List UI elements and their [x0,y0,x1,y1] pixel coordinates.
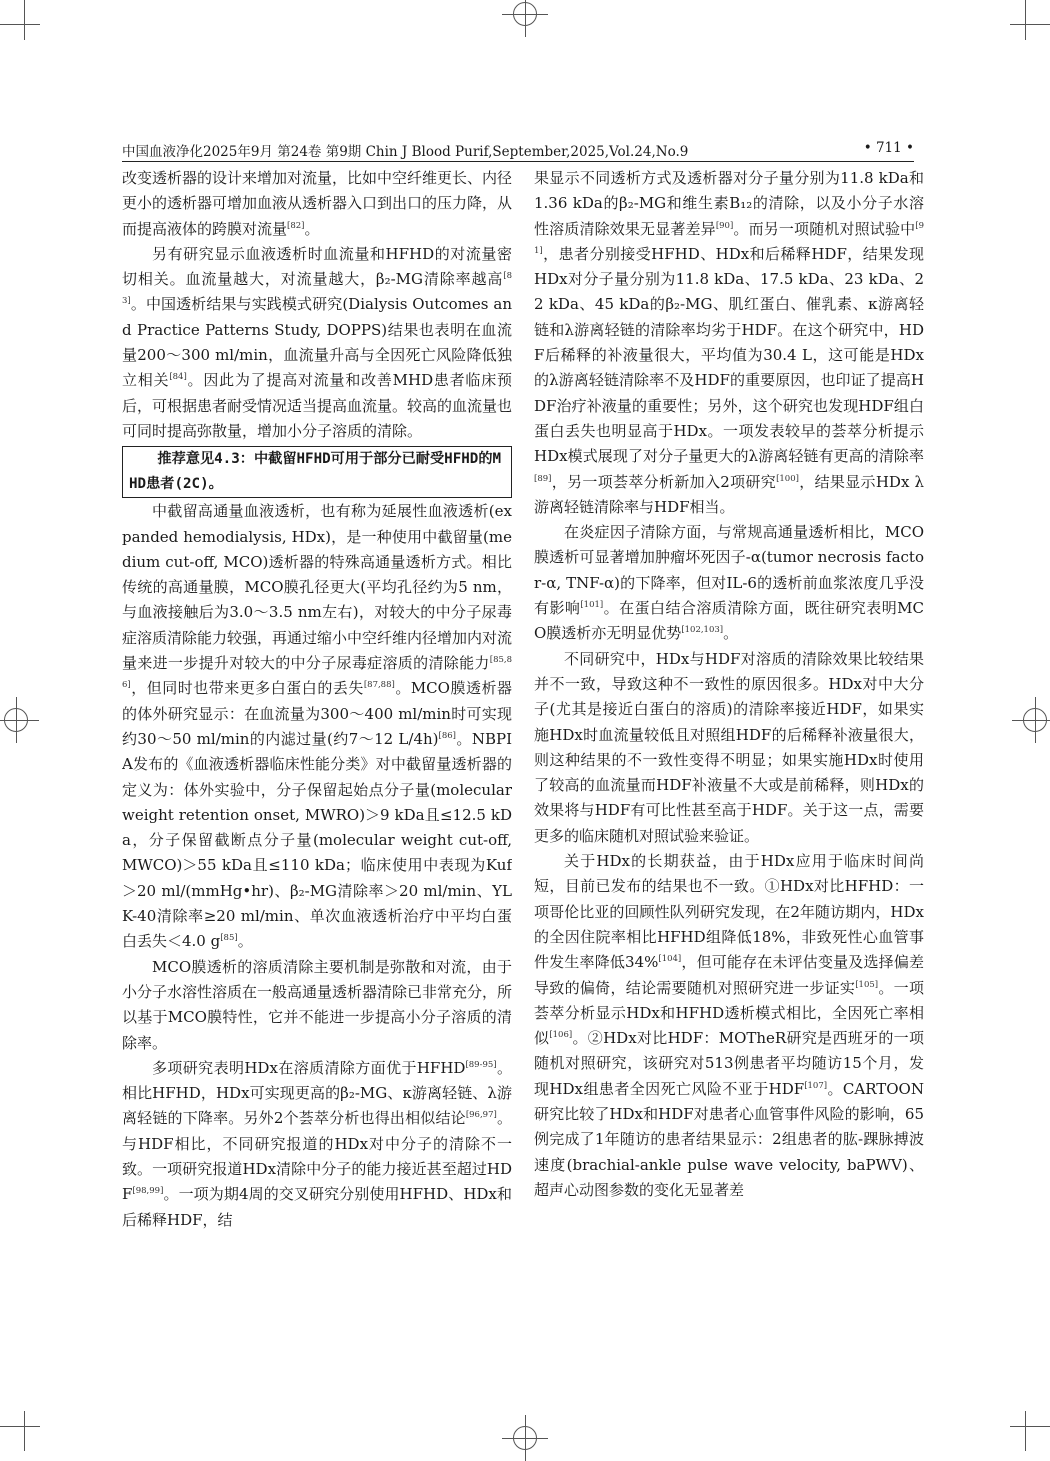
crop-mark [1025,0,1026,40]
citation[interactable]: [98,99] [132,1186,164,1197]
citation[interactable]: [105] [855,979,879,990]
crop-mark [0,1426,40,1427]
citation[interactable]: [82] [287,220,305,231]
citation[interactable]: [102,103] [681,625,724,636]
crop-mark [0,24,40,25]
registration-mark [513,1426,537,1450]
paragraph: 在炎症因子清除方面，与常规高通量透析相比，MCO膜透析可显著增加肿瘤坏死因子-α(tumor necrosis factor-α, TNF-α)的下降率，但对IL-6的透析前血浆浓度几乎没有影响[101]。在蛋白结合溶质清除方面，既往研究表明MCO膜透析亦无明显优势[102,103]。 [534,523,924,643]
citation[interactable]: [84] [169,372,187,383]
citation[interactable]: [85,86] [122,655,512,691]
citation[interactable]: [89-95] [465,1059,497,1070]
registration-mark [4,708,28,732]
crop-mark [24,0,25,40]
paragraph: 改变透析器的设计来增加对流量，比如中空纤维更长、内径更小的透析器可增加血液从透析器入口到出口的压力降，从而提高液体的跨膜对流量[82]。 [122,169,512,238]
paragraph: MCO膜透析的溶质清除主要机制是弥散和对流，由于小分子水溶性溶质在一般高通量透析器清除已非常充分，所以基于MCO膜特性，它并不能进一步提高小分子溶质的清除率。 [122,957,512,1052]
citation[interactable]: [96,97] [465,1110,497,1121]
crop-mark [24,1411,25,1451]
citation[interactable]: [100] [776,473,799,484]
citation[interactable]: [89] [534,473,552,484]
citation[interactable]: [83] [122,271,512,307]
crop-mark [1025,1411,1026,1451]
crop-mark [1010,1426,1050,1427]
citation[interactable]: [106] [549,1030,573,1041]
paragraph: 多项研究表明HDx在溶质清除方面优于HFHD[89-95]。相比HFHD，HDx可实现更高的β₂-MG、κ游离轻链、λ游离轻链的下降率。另外2个荟萃分析也得出相似结论[96,97]。与HDF相比，不同研究报道的HDx对中分子的清除不一致。一项研究报道HDx清除中分子的能力接近甚至超过HDF[98,99]。一项为期4周的交叉研究分别使用HFHD、HDx和后稀释HDF，结 [122,1058,512,1229]
paragraph: 不同研究中，HDx与HDF对溶质的清除效果比较结果并不一致，导致这种不一致性的原因很多。HDx对中大分子(尤其是接近白蛋白的溶质)的清除率接近HDF，如果实施HDx时血流量较低且对照组HDF的后稀释补液量很大，则这种结果的不一致性变得不明显；如果实施HDx时使用了较高的血流量而HDF补液量不大或是前稀释，则HDx的效果将与HDF有可比性甚至高于HDF。关于这一点，需要更多的临床随机对照试验来验证。 [534,649,924,845]
citation[interactable]: [86] [438,730,456,741]
citation[interactable]: [101] [580,600,604,611]
citation[interactable]: [107] [804,1080,828,1091]
registration-mark [1023,708,1047,732]
crop-mark [1010,24,1050,25]
paragraph: 中截留高通量血液透析，也有称为延展性血液透析(expanded hemodialysis, HDx)，是一种使用中截留量(medium cut-off, MCO)透析器的特殊高通量透析方式。相比传统的高通量膜，MCO膜孔径更大(平均孔径约为5 nm，与血液接触后为3.0～3.5 nm左右)，对较大的中分子尿毒症溶质清除能力较强，再通过缩小中空纤维内径增加内对流量来进一步提升对较大的中分子尿毒症溶质的清除能力[85,86]，但同时也带来更多白蛋白的丢失[87,88]。MCO膜透析器的体外研究显示：在血流量为300～400 ml/min时可实现约30～50 ml/min的内滤过量(约7～12 L/4h)[86]。NBPIA发布的《血液透析器临床性能分类》对中截留量透析器的定义为：体外实验中，分子保留起始点分子量(molecular weight retention onset, MWRO)＞9 kDa且≤12.5 kDa，分子保留截断点分子量(molecular weight cut-off, MWCO)＞55 kDa且≤110 kDa；临床使用中表现为Kuf＞20 ml/(mmHg•hr)、β₂-MG清除率＞20 ml/min、YLK-40清除率≥20 ml/min、单次血液透析治疗中平均白蛋白丢失＜4.0 g[85]。 [122,502,512,951]
header-rule [122,161,914,162]
paragraph: 关于HDx的长期获益，由于HDx应用于临床时间尚短，目前已发布的结果也不一致。①HDx对比HFHD：一项哥伦比亚的回顾性队列研究发现，在2年随访期内，HDx的全因住院率相比HFHD组降低18%，非致死性心血管事件发生率降低34%[104]，但可能存在未评估变量及选择偏差导致的偏倚，结论需要随机对照研究进一步证实[105]。一项荟萃分析显示HDx和HFHD透析模式相比，全因死亡率相似[106]。②HDx对比HDF：MOTheR研究是西班牙的一项随机对照研究，该研究对513例患者平均随访15个月，发现HDx组患者全因死亡风险不亚于HDF[107]。CARTOON研究比较了HDx和HDF对患者心血管事件风险的影响，65例完成了1年随访的患者结果显示：2组患者的肱-踝脉搏波速度(brachial-ankle pulse wave velocity, baPWV)、超声心动图参数的变化无显著差 [534,852,924,1199]
registration-mark [513,2,537,26]
journal-citation: 中国血液净化2025年9月 第24卷 第9期 Chin J Blood Purif,September,2025,Vol.24,No.9 [122,144,689,160]
page-number: • 711 • [863,140,914,156]
right-column [534,166,924,1326]
citation[interactable]: [90] [715,220,734,231]
citation[interactable]: [91] [534,220,924,256]
paragraph: 另有研究显示血液透析时血流量和HFHD的对流量密切相关。血流量越大，对流量越大，β₂-MG清除率越高[83]。中国透析结果与实践模式研究(Dialysis Outcomes and Practice Patterns Study, DOPPS)结果也表明在血流量200～300 ml/min，血流量升高与全因死亡风险降低独立相关[84]。因此为了提高对流量和改善MHD患者临床预后，可根据患者耐受情况适当提高血流量。较高的血流量也可同时提高弥散量，增加小分子溶质的清除。 [122,244,512,440]
citation[interactable]: [104] [658,954,682,965]
paragraph: 果显示不同透析方式及透析器对分子量分别为11.8 kDa和1.36 kDa的β₂-MG和维生素B₁₂的清除，以及小分子水溶性溶质清除效果无显著差异[90]。而另一项随机对照试验中[91]，患者分别接受HFHD、HDx和后稀释HDF，结果发现HDx对分子量分别为11.8 kDa、17.5 kDa、23 kDa、22 kDa、45 kDa的β₂-MG、肌红蛋白、催乳素、κ游离轻链和λ游离轻链的清除率均劣于HDF。在这个研究中，HDF后稀释的补液量很大，平均值为30.4 L，这可能是HDx的λ游离轻链清除率不及HDF的重要原因，也印证了提高HDF治疗补液量的重要性；另外，这个研究也发现HDF组白蛋白丢失也明显高于HDx。一项发表较早的荟萃分析提示HDx模式展现了对分子量更大的λ游离轻链有更高的清除率[89]，另一项荟萃分析新加入2项研究[100]，结果显示HDx λ游离轻链清除率与HDF相当。 [534,169,924,516]
left-column [122,166,512,1326]
citation[interactable]: [87,88] [363,680,395,691]
recommendation-box: 推荐意见4.3：中截留HFHD可用于部分已耐受HFHD的MHD患者(2C)。 [122,446,512,498]
running-header [122,140,914,160]
citation[interactable]: [85] [220,933,238,944]
